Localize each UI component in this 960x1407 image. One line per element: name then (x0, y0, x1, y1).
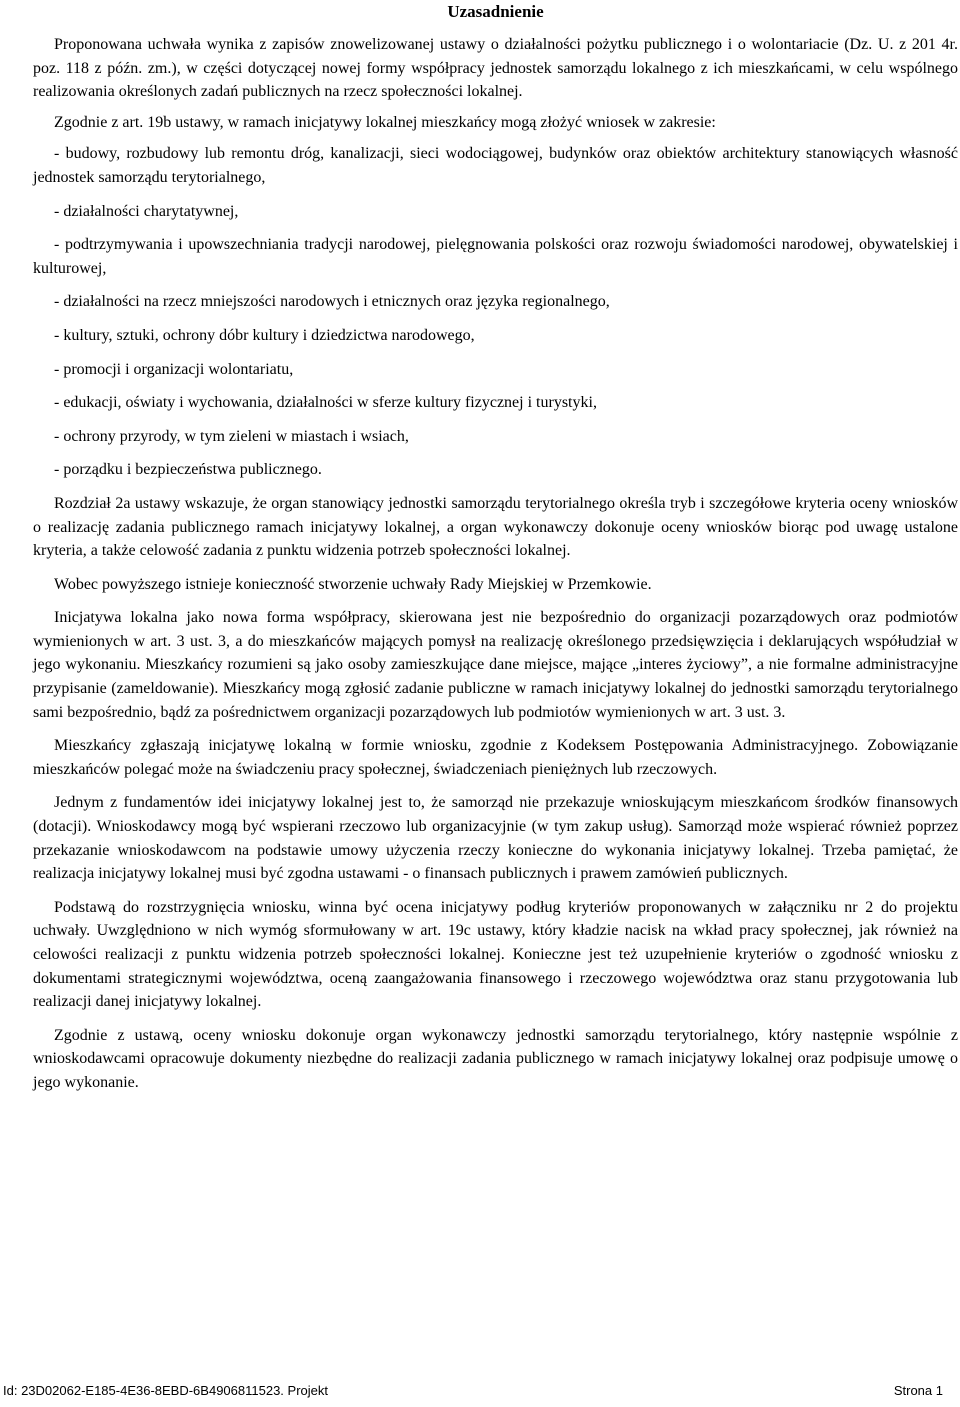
paragraph-article-19b: Zgodnie z art. 19b ustawy, w ramach inicjatywy lokalnej mieszkańcy mogą złożyć wniosek w zakresie: (54, 113, 716, 131)
paragraph-intro: Proponowana uchwała wynika z zapisów znowelizowanej ustawy o działalności pożytku publicznego i o wolontariacie (Dz. U. z 201 4r. poz. 118 z późn. zm.), w części dotyczącej nowej formy współpracy jednostek samorządu lokalnego z ich mieszkańcami, w celu wspólnego realizowania określonych zadań publicznych na rzecz społeczności lokalnej. (33, 36, 958, 101)
page-footer (3, 1383, 943, 1399)
paragraph-evaluation-criteria: Podstawą do rozstrzygnięcia wniosku, winna być ocena inicjatywy podług kryteriów proponowanych w załączniku nr 2 do projektu uchwały. Uwzględniono w nich wymóg sformułowany w art. 19c ustawy, który kładzie nacisk na wkład pracy społecznej, jak również na celowości realizacji z punktu widzenia potrzeb społeczności lokalnej. Konieczne jest też uzupełnienie kryteriów o zgodność wniosku z dokumentami strategicznymi województwa, oceną zaangażowania finansowego i rzeczowego województwa oraz stanu przygotowania lub realizacji danej inicjatywy lokalnej. (33, 898, 958, 1011)
page-number: Strona 1 (893, 1383, 943, 1398)
document-title: Uzasadnienie (447, 2, 544, 21)
list-item: - promocji i organizacji wolontariatu, (54, 360, 294, 378)
list-item: - porządku i bezpieczeństwa publicznego. (54, 461, 322, 479)
list-item: - ochrony przyrody, w tym zieleni w miastach i wsiach, (54, 427, 409, 445)
document-page (33, 0, 958, 1095)
list-item: - działalności na rzecz mniejszości narodowych i etnicznych oraz języka regionalnego, (54, 293, 610, 311)
document-id: Id: 23D02062-E185-4E36-8EBD-6B4906811523. Projekt (3, 1383, 328, 1398)
paragraph-application-form: Mieszkańcy zgłaszają inicjatywę lokalną w formie wniosku, zgodnie z Kodeksem Postępowania Administracyjnego. Zobowiązanie mieszkańców polegać może na świadczeniu pracy społecznej, świadczeniach pieniężnych lub rzeczowych. (33, 737, 958, 778)
paragraph-resolution-need: Wobec powyższego istnieje konieczność stworzenie uchwały Rady Miejskiej w Przemkowie. (54, 575, 652, 593)
list-item: - edukacji, oświaty i wychowania, działalności w sferze kultury fizycznej i turystyki, (54, 394, 597, 412)
list-item: - podtrzymywania i upowszechniania tradycji narodowej, pielęgnowania polskości oraz rozwoju świadomości narodowej, obywatelskiej i kulturowej, (33, 236, 958, 277)
paragraph-chapter-2a: Rozdział 2a ustawy wskazuje, że organ stanowiący jednostki samorządu terytorialnego określa tryb i szczegółowe kryteria oceny wniosków o realizację zadania publicznego ramach inicjatywy lokalnej, a organ wykonawczy dokonuje oceny wniosków biorąc pod uwagę ustalone kryteria, a także celowość zadania z punktu widzenia potrzeb społeczności lokalnej. (33, 494, 958, 560)
paragraph-funding: Jednym z fundamentów idei inicjatywy lokalnej jest to, że samorząd nie przekazuje wnioskującym mieszkańcom środków finansowych (dotacji). Wnioskodawcy mogą być wspierani rzeczowo lub organizacyjnie (w tym zakup usług). Samorząd może wspierać również poprzez przekazanie wnioskodawcom na podstawie umowy użyczenia rzeczy konieczne do wykonania inicjatywy lokalnej. Trzeba pamiętać, że realizacja inicjatywy lokalnej musi być zgodna ustawami - o finansach publicznych i prawem zamówień publicznych. (33, 794, 958, 883)
paragraph-assessment: Zgodnie z ustawą, oceny wniosku dokonuje organ wykonawczy jednostki samorządu terytorialnego, który następnie wspólnie z wnioskodawcami opracowuje dokumenty niezbędne do realizacji zadania publicznego w ramach inicjatywy lokalnej oraz podpisuje umowę o jego wykonanie. (33, 1026, 958, 1091)
list-item: - budowy, rozbudowy lub remontu dróg, kanalizacji, sieci wodociągowej, budynków oraz obiektów architektury stanowiących własność jednostek samorządu terytorialnego, (33, 145, 958, 186)
list-item: - kultury, sztuki, ochrony dóbr kultury i dziedzictwa narodowego, (54, 326, 475, 344)
paragraph-local-initiative: Inicjatywa lokalna jako nowa forma współpracy, skierowana jest nie bezpośrednio do organizacji pozarządowych oraz podmiotów wymienionych w art. 3 ust. 3, a do mieszkańców mających pomysł na realizację określonego przedsięwzięcia i deklarujących współudział w jego wykonaniu. Mieszkańcy rozumieni są jako osoby zamieszkujące dane miejsce, mające „interes życiowy”, a nie formalne administracyjne przypisanie (zameldowanie). Mieszkańcy mogą zgłosić zadanie publiczne w ramach inicjatywy lokalnej do jednostki samorządu terytorialnego sami bezpośrednio, bądź za pośrednictwem organizacji pozarządowych lub podmiotów wymienionych w art. 3 ust. 3. (33, 609, 958, 721)
list-item: - działalności charytatywnej, (54, 202, 239, 220)
